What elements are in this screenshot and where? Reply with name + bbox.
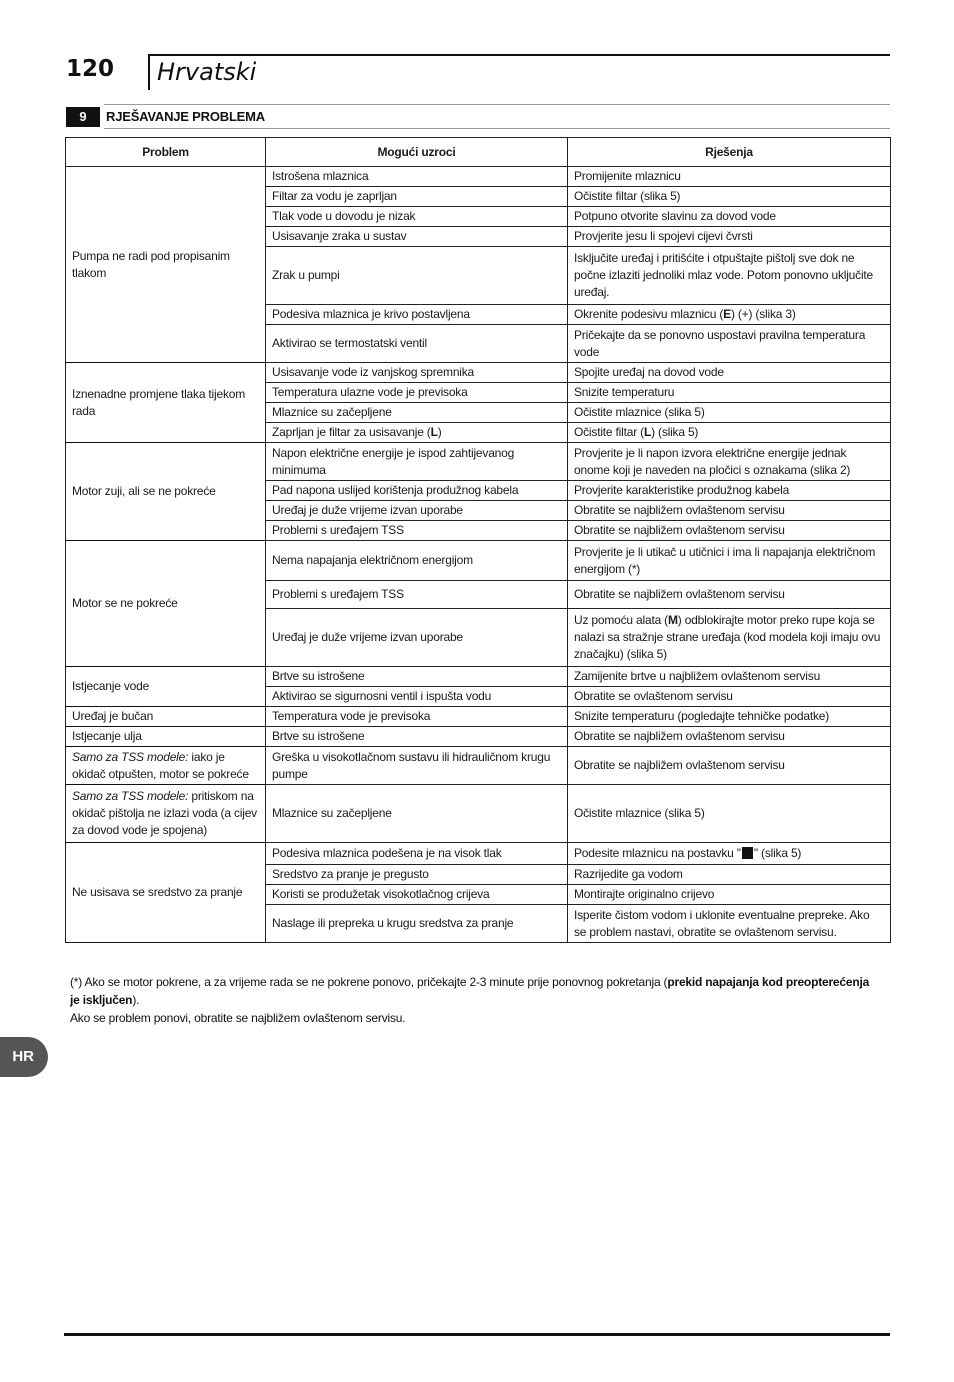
solution-text: Zamijenite brtve u najbližem ovlaštenom servisu — [574, 669, 821, 683]
cause-text: Usisavanje vode iz vanjskog spremnika — [272, 365, 475, 379]
cause-cell — [266, 541, 568, 581]
footnote-line-1 — [70, 973, 870, 1009]
problem-text: Ne usisava se sredstvo za pranje — [72, 885, 243, 899]
solution-text: Pričekajte da se ponovno uspostavi pravilna temperatura vode — [574, 327, 866, 359]
cause-cell — [266, 687, 568, 707]
solution-cell — [568, 667, 891, 687]
table-row — [66, 785, 891, 843]
cause-text: Nema napajanja električnom energijom — [272, 553, 473, 567]
solution-text: Provjerite je li utikač u utičnici i ima li napajanja električnom energijom (*) — [574, 544, 876, 576]
solution-text-end: ) (+) (slika 3) — [730, 307, 796, 321]
cause-text: Greška u visokotlačnom sustavu ili hidrauličnom krugu pumpe — [272, 749, 551, 781]
solution-text: Potpuno otvorite slavinu za dovod vode — [574, 209, 776, 223]
table-row — [66, 443, 891, 481]
problem-cell — [66, 541, 266, 667]
problem-cell — [66, 747, 266, 785]
cause-cell — [266, 843, 568, 865]
cause-text: Aktivirao se termostatski ventil — [272, 336, 427, 350]
cause-cell — [266, 443, 568, 481]
table-row — [66, 707, 891, 727]
cause-cell — [266, 885, 568, 905]
solution-cell — [568, 905, 891, 943]
table-row — [66, 541, 891, 581]
cause-cell — [266, 325, 568, 363]
cause-cell — [266, 747, 568, 785]
header-causes: Mogući uzroci — [266, 138, 568, 167]
solution-text-end: ) (slika 5) — [651, 425, 699, 439]
solution-part-letter: L — [643, 425, 652, 439]
problem-text: iako je okidač otpušten, motor se pokreće — [72, 749, 249, 781]
problem-text: Istjecanje vode — [72, 679, 150, 693]
header-problem: Problem — [66, 138, 266, 167]
cause-text: Podesiva mlaznica je krivo postavljena — [272, 307, 470, 321]
solution-cell — [568, 247, 891, 305]
solution-text: Očistite filtar ( — [574, 425, 644, 439]
cause-cell — [266, 707, 568, 727]
problem-cell — [66, 843, 266, 943]
page-number: 120 — [66, 56, 115, 82]
cause-cell — [266, 305, 568, 325]
solution-text: Obratite se najbližem ovlaštenom servisu — [574, 503, 785, 517]
cause-part-letter: L — [430, 425, 438, 439]
problem-cell — [66, 785, 266, 843]
solution-cell — [568, 865, 891, 885]
section-number: 9 — [66, 107, 100, 127]
solution-text: Okrenite podesivu mlaznicu ( — [574, 307, 724, 321]
solution-text: Snizite temperaturu (pogledajte tehničke podatke) — [574, 709, 830, 723]
problem-model-note: Samo za TSS modele: — [72, 789, 189, 803]
cause-text: Zaprljan je filtar za usisavanje ( — [272, 425, 431, 439]
cause-text: Uređaj je duže vrijeme izvan uporabe — [272, 630, 463, 644]
problem-cell — [66, 167, 266, 363]
cause-text: Problemi s uređajem TSS — [272, 523, 404, 537]
solution-text: Obratite se ovlaštenom servisu — [574, 689, 733, 703]
cause-cell — [266, 905, 568, 943]
solution-cell — [568, 501, 891, 521]
solution-cell — [568, 687, 891, 707]
footnote — [70, 973, 870, 1027]
section-rule-bottom — [104, 128, 890, 129]
solution-text-end: ) odblokirajte motor preko rupe koja se nalazi sa stražnje strane uređaja (kod modela koji imaju ovu značajku) (slika 5) — [574, 613, 881, 661]
cause-text: Sredstvo za pranje je pregusto — [272, 867, 429, 881]
cause-text: Napon električne energije je ispod zahtijevanog minimuma — [272, 445, 515, 477]
solution-cell — [568, 423, 891, 443]
solution-text: Podesite mlaznicu na postavku " — [574, 846, 741, 860]
cause-text: Temperatura vode je previsoka — [272, 709, 431, 723]
cause-text: Podesiva mlaznica podešena je na visok tlak — [272, 846, 502, 860]
solution-cell — [568, 785, 891, 843]
table-body — [66, 167, 891, 943]
problem-text: Pumpa ne radi pod propisanim tlakom — [72, 248, 230, 280]
cause-text: Koristi se produžetak visokotlačnog crijeva — [272, 887, 490, 901]
cause-text: Usisavanje zraka u sustav — [272, 229, 407, 243]
cause-cell — [266, 521, 568, 541]
cause-text: Mlaznice su začepljene — [272, 405, 392, 419]
solution-cell — [568, 227, 891, 247]
cause-text: Mlaznice su začepljene — [272, 806, 392, 820]
solution-cell — [568, 207, 891, 227]
solution-cell — [568, 403, 891, 423]
cause-cell — [266, 187, 568, 207]
solution-cell — [568, 363, 891, 383]
cause-cell — [266, 727, 568, 747]
solution-cell — [568, 187, 891, 207]
cause-text: Uređaj je duže vrijeme izvan uporabe — [272, 503, 463, 517]
cause-text: Brtve su istrošene — [272, 729, 365, 743]
cause-cell — [266, 383, 568, 403]
problem-text: Uređaj je bučan — [72, 709, 154, 723]
cause-text: Temperatura ulazne vode je previsoka — [272, 385, 468, 399]
solution-cell — [568, 167, 891, 187]
solution-text: Obratite se najbližem ovlaštenom servisu — [574, 523, 785, 537]
solution-cell — [568, 707, 891, 727]
solution-cell — [568, 305, 891, 325]
solution-text: Snizite temperaturu — [574, 385, 675, 399]
language-tab: HR — [0, 1037, 48, 1077]
page-title: Hrvatski — [157, 58, 257, 86]
problem-cell — [66, 363, 266, 443]
cause-text: Pad napona uslijed korištenja produžnog kabela — [272, 483, 519, 497]
table-row — [66, 727, 891, 747]
section-title: RJEŠAVANJE PROBLEMA — [106, 109, 265, 124]
solution-cell — [568, 541, 891, 581]
footnote-text: (*) Ako se motor pokrene, a za vrijeme rada se ne pokrene ponovo, pričekajte 2-3 minute prije ponovnog pokretanja ( — [70, 975, 668, 989]
solution-text-end: " (slika 5) — [753, 846, 802, 860]
solution-part-letter: M — [667, 613, 678, 627]
problem-model-note: Samo za TSS modele: — [72, 749, 189, 764]
cause-cell — [266, 865, 568, 885]
low-pressure-setting-icon — [742, 847, 753, 859]
footnote-text-end: ). — [132, 993, 140, 1007]
problem-text: Istjecanje ulja — [72, 729, 142, 743]
table-row — [66, 747, 891, 785]
footer-rule — [64, 1333, 890, 1336]
cause-text: Tlak vode u dovodu je nizak — [272, 209, 416, 223]
problem-cell — [66, 443, 266, 541]
solution-text: Spojite uređaj na dovod vode — [574, 365, 724, 379]
solution-cell — [568, 581, 891, 609]
cause-cell — [266, 481, 568, 501]
solution-text: Promijenite mlaznicu — [574, 169, 681, 183]
solution-text: Provjerite karakteristike produžnog kabela — [574, 483, 790, 497]
solution-text: Isključite uređaj i pritišćite i otpuštajte pištolj sve dok ne počne izlaziti jednoliki mlaz vode. Potom ponovno uključite uređaj. — [574, 251, 874, 299]
problem-cell — [66, 667, 266, 707]
solution-text: Isperite čistom vodom i uklonite eventualne prepreke. Ako se problem nastavi, obratite se ovlaštenom servisu. — [574, 907, 870, 939]
solution-text: Očistite mlaznice (slika 5) — [574, 806, 705, 820]
footnote-bold-text: prekid napajanja kod preopterećenja je isključen — [70, 975, 870, 1007]
table-row — [66, 667, 891, 687]
problem-cell — [66, 707, 266, 727]
cause-cell — [266, 167, 568, 187]
table-row — [66, 843, 891, 865]
cause-cell — [266, 667, 568, 687]
cause-cell — [266, 609, 568, 667]
cause-cell — [266, 423, 568, 443]
solution-cell — [568, 481, 891, 501]
solution-cell — [568, 609, 891, 667]
solution-cell — [568, 747, 891, 785]
table-header-row — [66, 138, 891, 167]
header-divider — [148, 56, 150, 90]
solution-text: Obratite se najbližem ovlaštenom servisu — [574, 587, 785, 601]
solution-text: Razrijedite ga vodom — [574, 867, 683, 881]
table-row — [66, 167, 891, 187]
cause-text: Zrak u pumpi — [272, 268, 340, 282]
cause-cell — [266, 403, 568, 423]
cause-cell — [266, 207, 568, 227]
cause-cell — [266, 227, 568, 247]
problem-text: pritiskom na okidač pištolja ne izlazi voda (a cijev za dovod vode je spojena) — [72, 789, 257, 837]
cause-text: Brtve su istrošene — [272, 669, 365, 683]
cause-text-end: ) — [437, 425, 442, 439]
cause-text: Istrošena mlaznica — [272, 169, 369, 183]
solution-cell — [568, 325, 891, 363]
solution-text: Očistite mlaznice (slika 5) — [574, 405, 705, 419]
solution-text: Provjerite je li napon izvora električne energije jednak onome koji je naveden na pločici s oznakama (slika 2) — [574, 445, 851, 477]
solution-cell — [568, 843, 891, 865]
solution-text: Obratite se najbližem ovlaštenom servisu — [574, 758, 785, 772]
solution-text: Montirajte originalno crijevo — [574, 887, 715, 901]
cause-cell — [266, 581, 568, 609]
problem-text: Motor se ne pokreće — [72, 596, 178, 610]
solution-cell — [568, 727, 891, 747]
problem-cell — [66, 727, 266, 747]
header-solutions: Rješenja — [568, 138, 891, 167]
cause-cell — [266, 501, 568, 521]
solution-cell — [568, 521, 891, 541]
header-rule — [148, 54, 890, 56]
cause-text: Naslage ili prepreka u krugu sredstva za pranje — [272, 916, 514, 930]
problem-text: Iznenadne promjene tlaka tijekom rada — [72, 386, 246, 418]
solution-text: Očistite filtar (slika 5) — [574, 189, 681, 203]
cause-cell — [266, 785, 568, 843]
table-row — [66, 363, 891, 383]
troubleshooting-table — [65, 137, 891, 943]
solution-cell — [568, 383, 891, 403]
cause-text: Problemi s uređajem TSS — [272, 587, 404, 601]
solution-text: Uz pomoću alata ( — [574, 613, 668, 627]
problem-text: Motor zuji, ali se ne pokreće — [72, 484, 216, 498]
cause-cell — [266, 247, 568, 305]
solution-text: Provjerite jesu li spojevi cijevi čvrsti — [574, 229, 753, 243]
cause-text: Filtar za vodu je zaprljan — [272, 189, 397, 203]
solution-text: Obratite se najbližem ovlaštenom servisu — [574, 729, 785, 743]
section-rule-top — [104, 104, 890, 105]
footnote-line-2: Ako se problem ponovi, obratite se najbližem ovlaštenom servisu. — [70, 1011, 406, 1025]
solution-cell — [568, 443, 891, 481]
solution-part-letter: E — [723, 307, 731, 321]
solution-cell — [568, 885, 891, 905]
cause-cell — [266, 363, 568, 383]
cause-text: Aktivirao se sigurnosni ventil i ispušta vodu — [272, 689, 492, 703]
